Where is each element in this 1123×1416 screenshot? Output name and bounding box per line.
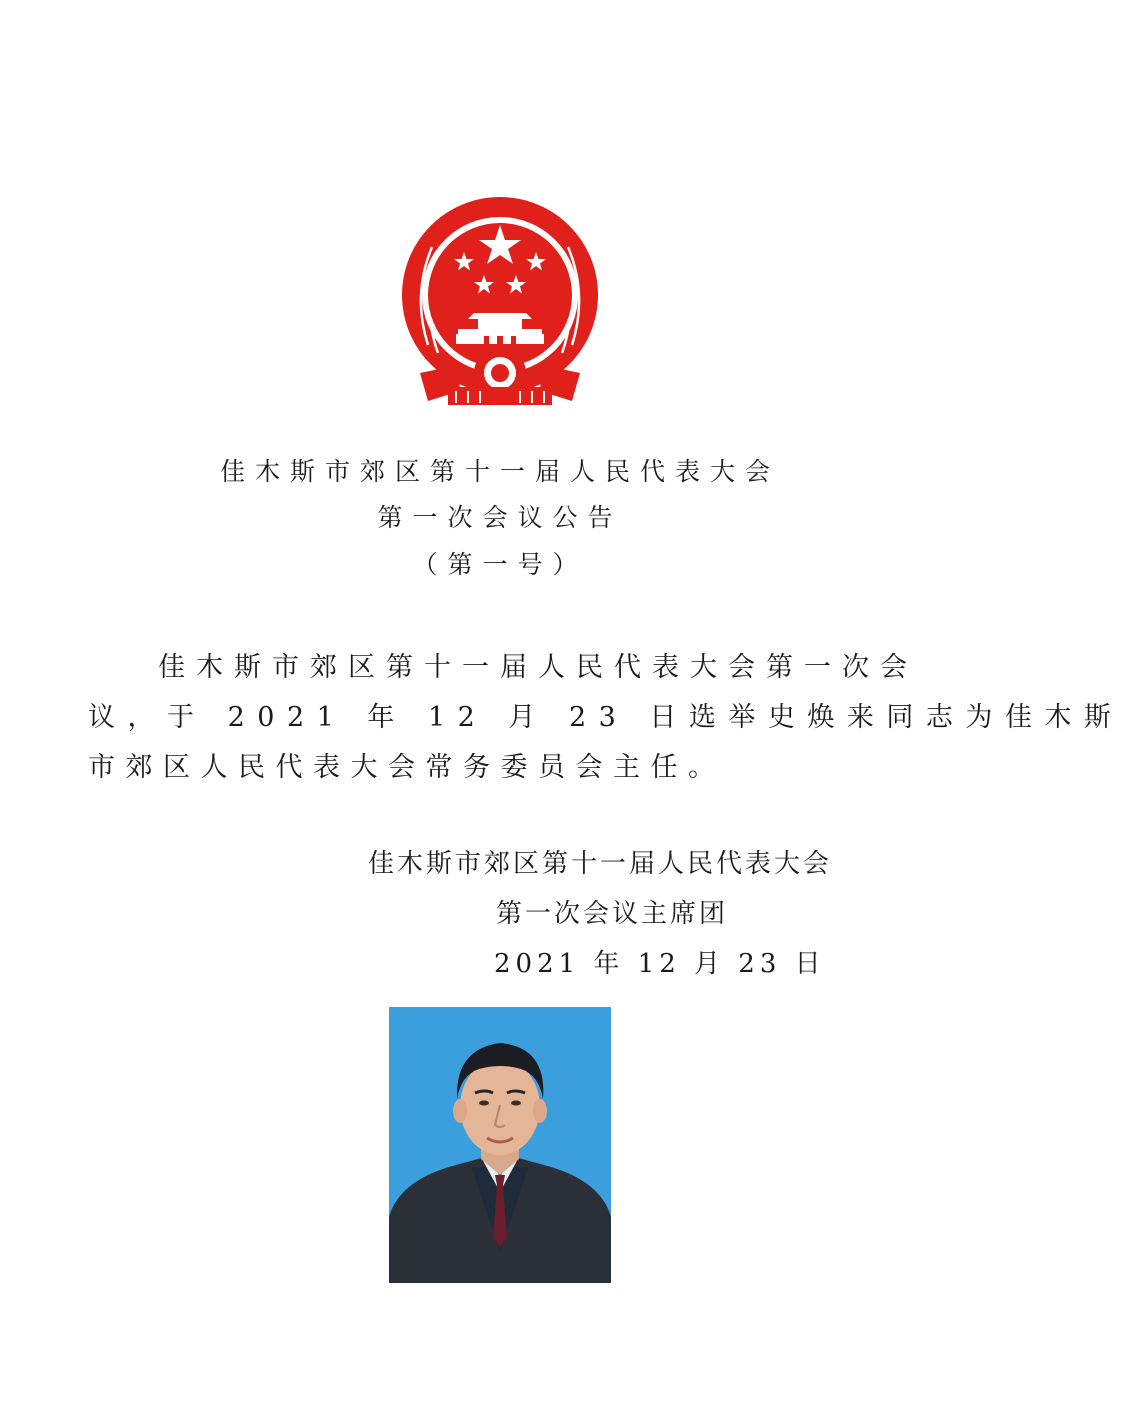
issuer-line-2: 第一次会议主席团 (496, 899, 729, 929)
announcement-paragraph-line-1: 佳木斯市郊区第十一届人民代表大会第一次会 (158, 652, 918, 683)
national-emblem-icon (398, 195, 602, 417)
portrait-photo (389, 1007, 611, 1283)
document-title: 佳木斯市郊区第十一届人民代表大会 (219, 457, 780, 486)
document-subtitle: 第一次会议公告 (377, 503, 623, 532)
issuer-line-1: 佳木斯市郊区第十一届人民代表大会 (368, 849, 833, 879)
announcement-paragraph-line-2: 议，于 2021 年 12 月 23 日选举史焕来同志为佳木斯 (88, 702, 1123, 733)
document-number: （第一号） (412, 550, 588, 579)
announcement-paragraph-line-3: 市郊区人民代表大会常务委员会主任。 (88, 752, 726, 783)
issue-date: 2021 年 12 月 23 日 (494, 949, 826, 979)
